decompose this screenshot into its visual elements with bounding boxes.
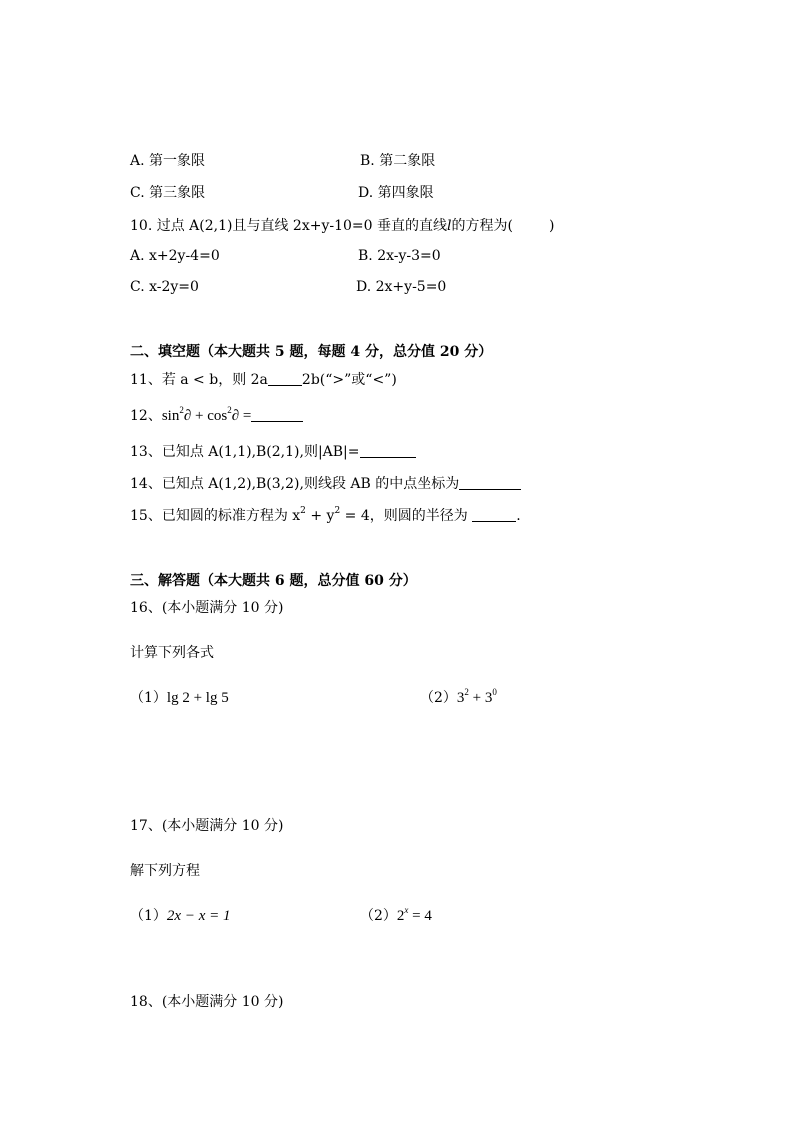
q17-header: 17、(本小题满分 10 分) [130, 818, 284, 834]
q17-part2-base: 2 [396, 908, 405, 924]
q15-end: . [516, 508, 521, 524]
q12-equals: = [239, 408, 252, 424]
q12-cos-exponent: 2 [227, 405, 232, 415]
q11-blank [268, 371, 302, 386]
q10-option-c: C. x-2y=0 [130, 279, 199, 295]
q12-theta-2: ∂ [231, 408, 240, 424]
q14-text: 14、已知点 A(1,2),B(3,2),则线段 AB 的中点坐标为 [130, 476, 460, 492]
q16-part2-base: 3 [456, 690, 465, 706]
q12-expression [161, 405, 252, 424]
q12-sin-exponent: 2 [179, 405, 184, 415]
q17-part1-label: （1） [130, 908, 167, 924]
q10-option-b: B. 2x-y-3=0 [358, 248, 441, 264]
q15-prefix: 15、已知圆的标准方程为 x [130, 508, 301, 524]
q16-part1-label: （1） [130, 690, 167, 706]
q13 [130, 443, 416, 461]
q17-part1 [130, 907, 230, 925]
q9-option-a: A. 第一象限 [130, 153, 206, 169]
q14 [130, 475, 521, 493]
q16-instruction: 计算下列各式 [130, 645, 214, 661]
q16-header: 16、(本小题满分 10 分) [130, 600, 284, 616]
q17-part1-expression: 2x − x = 1 [166, 908, 231, 924]
q16-part1-expression: lg 2 + lg 5 [166, 690, 229, 706]
q14-blank [459, 475, 521, 490]
section3-heading: 三、解答题（本大题共 6 题，总分值 60 分） [130, 573, 417, 589]
section2-heading: 二、填空题（本大题共 5 题，每题 4 分，总分值 20 分） [130, 344, 493, 360]
q15-after: = 4，则圆的半径为 [340, 508, 468, 524]
q12-prefix: 12、 [130, 408, 162, 424]
q16-part2-expression [456, 687, 497, 706]
q17-part2-label: （2） [360, 908, 397, 924]
q12-plus: + [191, 408, 208, 424]
q10-stem-tail: 的方程为( [451, 218, 513, 234]
q11-suffix: 2b(“>”或“<”) [301, 372, 397, 388]
q17-part2-expression [396, 905, 432, 924]
q15-blank [472, 507, 516, 522]
q17-part2-exponent: x [404, 905, 409, 915]
q16-part2-exponent-1: 2 [464, 687, 469, 697]
q16-part2-label: （2） [420, 690, 457, 706]
q15-y-exponent: 2 [334, 506, 341, 516]
q10-stem [130, 217, 554, 235]
q16-part2 [420, 689, 497, 707]
q15-mid: + y [305, 508, 335, 524]
q15 [130, 507, 521, 525]
q13-text: 13、已知点 A(1,1),B(2,1),则|AB|= [130, 444, 360, 460]
q16-part2-exponent-2: 0 [492, 687, 497, 697]
q17-instruction: 解下列方程 [130, 863, 200, 879]
q12-theta: ∂ [183, 408, 192, 424]
q9-option-c: C. 第三象限 [130, 185, 206, 201]
q9-option-d: D. 第四象限 [358, 185, 434, 201]
q12-blank [251, 407, 303, 422]
q12-cos: cos [207, 408, 228, 424]
q17-part2-rhs: = 4 [408, 908, 432, 924]
q10-stem-text: 10. 过点 A(2,1)且与直线 2x+y-10=0 垂直的直线 [130, 218, 447, 234]
q16-part2-plus: + 3 [468, 690, 493, 706]
q18-header: 18、(本小题满分 10 分) [130, 994, 284, 1010]
q10-option-a: A. x+2y-4=0 [130, 248, 220, 264]
q17-part2 [360, 907, 432, 925]
q10-close-paren: ) [548, 218, 555, 234]
q12-sin: sin [161, 408, 180, 424]
q11 [130, 371, 397, 389]
q10-option-d: D. 2x+y-5=0 [356, 279, 447, 295]
q11-prefix: 11、若 a < b，则 2a [130, 372, 268, 388]
q10-line-variable: l [447, 218, 452, 234]
q16-part1 [130, 689, 229, 707]
q9-option-b: B. 第二象限 [360, 153, 436, 169]
q13-blank [360, 443, 416, 458]
q12 [130, 407, 303, 425]
q15-x-exponent: 2 [300, 506, 306, 516]
